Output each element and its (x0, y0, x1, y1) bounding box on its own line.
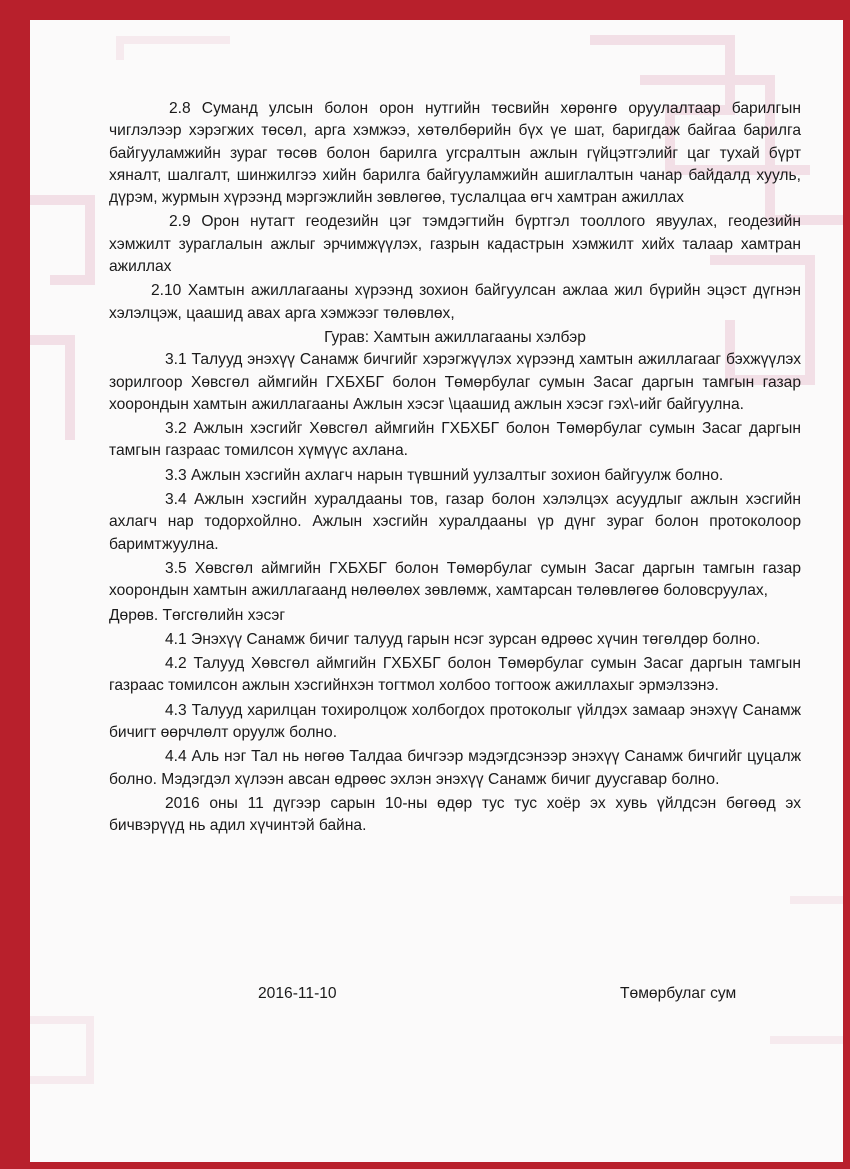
paragraph: 3.3 Ажлын хэсгийн ахлагч нарын түвшний уулзалтыг зохион байгуулж болно. (165, 466, 724, 484)
section-heading: Дөрөв. Төгсгөлийн хэсэг (109, 606, 286, 624)
paragraph: 3.4 Ажлын хэсгийн хуралдааны тов, газар болон хэлэлцэх асуудлыг ажлын хэсгийн ахлагч нар тодорхойлно. Ажлын хэсгийн хуралдааны үр дүнг зураг болон протоколоор баримтжуулна. (109, 491, 801, 553)
paragraph: 3.1 Талууд энэхүү Санамж бичгийг хэрэгжүүлэх хүрээнд хамтын ажиллагааг бэхжүүлэх зорилгоор Хөвсгөл аймгийн ГХБХБГ болон Төмөрбулаг сумын Засаг даргын тамгын газар хоорондын хамтын ажиллагааны Ажлын хэсэг \цаашид ажлын хэсэг гэх\-ийг байгуулна. (109, 351, 801, 413)
signature-place: Төмөрбулаг сум (620, 985, 737, 1002)
paragraph: 2.9 Орон нутагт геодезийн цэг тэмдэгтийн бүртгэл тооллого явуулах, геодезийн хэмжилт зураглалын ажлыг эрчимжүүлэх, газрын кадастрын хэмжилт хийх талаар хамтран ажиллах (109, 213, 801, 276)
section-heading: Гурав: Хамтын ажиллагааны хэлбэр (324, 328, 586, 346)
signature-date: 2016-11-10 (258, 985, 337, 1002)
paragraph: 4.3 Талууд харилцан тохиролцож холбогдох протоколыг үйлдэх замаар энэхүү Санамж бичигт өөрчлөлт оруулж болно. (109, 701, 801, 742)
paragraph: 4.4 Аль нэг Тал нь нөгөө Талдаа бичгээр мэдэгдсэнээр энэхүү Санамж бичгийг цуцалж болно. Мэдэгдэл хүлээн авсан өдрөөс эхлэн энэхүү Санамж бичиг дуусгавар болно. (109, 748, 801, 788)
paragraph: 4.1 Энэхүү Санамж бичиг талууд гарын нсэг зурсан өдрөөс хүчин төгөлдөр болно. (165, 630, 761, 648)
paragraph: 4.2 Талууд Хөвсгөл аймгийн ГХБХБГ болон Төмөрбулаг сумын Засаг даргын тамгын газраас томилсон ажлын хэсгийнхэн тогтмол холбоо тогтоож ажиллахыг эрмэлзэнэ. (109, 655, 801, 695)
paragraph: 2.8 Суманд улсын болон орон нутгийн төсвийн хөрөнгө оруулалтаар барилгын чиглэлээр хэрэгжих төсөл, арга хэмжээ, хөтөлбөрийн бүх үе шат, баригдаж байгаа барилга байгууламжийн зураг төсөв болон барилга угсралтын ажлын гүйцэтгэлийг цаг тухай бүрт хяналт, шалгалт, шинжилгээ хийн барилга байгууламжийн ашиглалтын чанар байдалд хууль, дүрэм, журмын хүрээнд мэргэжлийн зөвлөгөө, туслалцаа өгч хамтран ажиллах (109, 100, 801, 207)
paragraph: 3.5 Хөвсгөл аймгийн ГХБХБГ болон Төмөрбулаг сумын Засаг даргын тамгын газар хоорондын хамтын ажиллагаанд нөлөөлөх зөвлөмж, хамтарсан төлөвлөгөө боловсруулах, (109, 559, 801, 600)
document-page (30, 20, 843, 1162)
paragraph: 2016 оны 11 дүгээр сарын 10-ны өдөр тус тус хоёр эх хувь үйлдсэн бөгөөд эх бичвэрүүд нь адил хүчинтэй байна. (109, 794, 801, 835)
paragraph: 2.10 Хамтын ажиллагааны хүрээнд зохион байгуулсан ажлаа жил бүрийн эцэст дүгнэн хэлэлцэж, цаашид авах арга хэмжээг төлөвлөх, (109, 282, 801, 322)
document-body (109, 98, 801, 840)
paragraph: 3.2 Ажлын хэсгийг Хөвсгөл аймгийн ГХБХБГ болон Төмөрбулаг сумын Засаг даргын тамгын газраас томилсон хүмүүс ахлана. (109, 420, 801, 460)
